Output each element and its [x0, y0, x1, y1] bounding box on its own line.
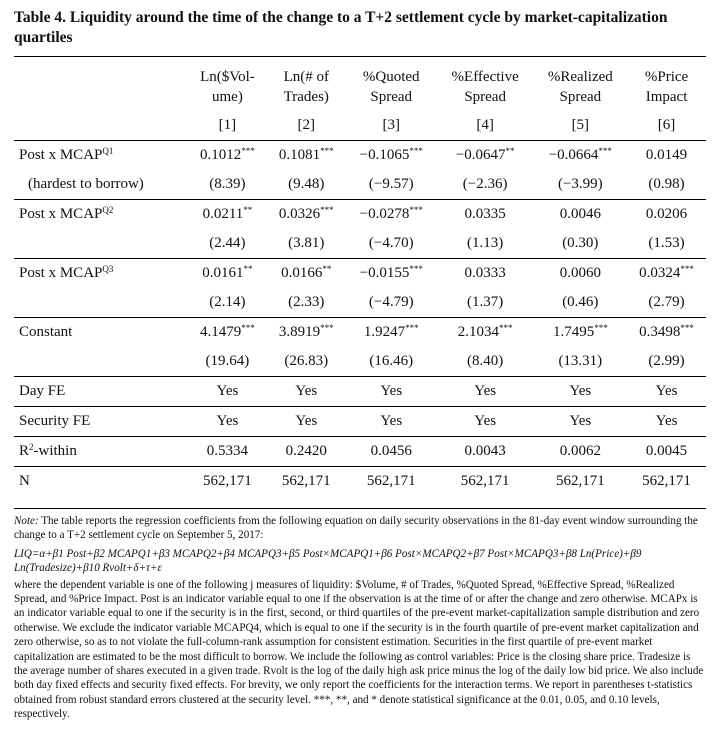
table-row — [14, 141, 706, 171]
significance-stars: *** — [598, 146, 612, 156]
coef-cell: 0.0333 — [437, 259, 534, 289]
coef-cell: 4.1479*** — [188, 318, 267, 348]
coef-cell: −0.0155*** — [346, 259, 437, 289]
value-cell: (−4.70) — [368, 235, 414, 251]
bottom-rule — [14, 508, 706, 509]
table-notes — [14, 514, 706, 722]
value-cell: (3.81) — [288, 235, 325, 251]
col-header-1: Ln($Vol- ume) — [200, 69, 255, 105]
value-cell: Yes — [267, 407, 346, 437]
table-row — [14, 318, 706, 348]
significance-stars: *** — [594, 323, 608, 333]
table-row — [14, 288, 706, 318]
table-row — [14, 377, 706, 407]
value-cell: (9.48) — [288, 176, 325, 192]
significance-stars: *** — [499, 323, 513, 333]
value-cell: 562,171 — [267, 467, 346, 497]
coef-cell: −0.0647** — [437, 141, 534, 171]
row-label: N — [14, 467, 188, 497]
significance-stars: *** — [241, 146, 255, 156]
value-cell: (8.40) — [467, 353, 504, 369]
column-number-row — [14, 111, 706, 141]
value-cell: 0.0456 — [346, 437, 437, 467]
value-cell: (1.13) — [467, 235, 504, 251]
value-cell: Yes — [188, 377, 267, 407]
col-number: [3] — [382, 117, 400, 133]
value-cell: Yes — [437, 377, 534, 407]
significance-stars: *** — [680, 323, 694, 333]
col-header-6: %Price Impact — [644, 69, 689, 105]
coef-cell: 0.1012*** — [188, 141, 267, 171]
value-cell: 562,171 — [534, 467, 628, 497]
coef-cell: −0.0278*** — [346, 200, 437, 230]
value-cell: 562,171 — [188, 467, 267, 497]
value-cell: Yes — [534, 407, 628, 437]
significance-stars: *** — [320, 205, 334, 215]
significance-stars: ** — [243, 264, 253, 274]
coef-cell: 0.0326*** — [267, 200, 346, 230]
value-cell: (1.37) — [467, 294, 504, 310]
value-cell: Yes — [627, 407, 706, 437]
table-row — [14, 200, 706, 230]
value-cell: (0.30) — [562, 235, 599, 251]
coef-cell: 0.1081*** — [267, 141, 346, 171]
table-row — [14, 467, 706, 497]
significance-stars: ** — [243, 205, 253, 215]
coef-cell: −0.0664*** — [534, 141, 628, 171]
table-row — [14, 259, 706, 289]
coef-cell: 0.0324*** — [627, 259, 706, 289]
coef-cell: 0.0149 — [627, 141, 706, 171]
value-cell: (2.44) — [209, 235, 246, 251]
col-number: [1] — [218, 117, 237, 133]
value-cell: (0.98) — [648, 176, 685, 192]
row-label: Post x $MCAP^{Q2}$ — [14, 200, 188, 230]
col-number: [5] — [571, 117, 590, 133]
notes-intro: Note: The table reports the regression coefficients from the following equation on daily security observations in the 81-day event window surrounding the change to a T+2 settlement cycle on September 5, 2017: — [14, 515, 698, 542]
coef-cell: 0.0335 — [437, 200, 534, 230]
value-cell: (2.99) — [648, 353, 685, 369]
table-row — [14, 229, 706, 259]
col-header-4: %Effective Spread — [451, 69, 519, 105]
col-number: [4] — [476, 117, 494, 133]
regression-table — [14, 60, 706, 496]
coef-cell: 0.0206 — [627, 200, 706, 230]
significance-stars: *** — [320, 323, 334, 333]
value-cell: (13.31) — [558, 353, 603, 369]
value-cell: 0.0043 — [437, 437, 534, 467]
value-cell: Yes — [627, 377, 706, 407]
value-cell: 562,171 — [346, 467, 437, 497]
col-header-5: %Realized Spread — [547, 69, 613, 105]
coef-cell: −0.1065*** — [346, 141, 437, 171]
coef-cell: 0.0161** — [188, 259, 267, 289]
row-label: (hardest to borrow) — [28, 176, 144, 192]
value-cell: (−2.36) — [462, 176, 508, 192]
col-header-2: Ln(# of Trades) — [283, 69, 329, 105]
value-cell: 0.0045 — [627, 437, 706, 467]
value-cell: (26.83) — [284, 353, 329, 369]
coef-cell: 0.0046 — [534, 200, 628, 230]
value-cell: Yes — [188, 407, 267, 437]
table-row — [14, 170, 706, 200]
value-cell: 0.5334 — [188, 437, 267, 467]
row-label: Security FE — [14, 407, 188, 437]
coef-cell: 2.1034*** — [437, 318, 534, 348]
table-row — [14, 407, 706, 437]
value-cell: (16.46) — [369, 353, 414, 369]
significance-stars: *** — [241, 323, 255, 333]
significance-stars: *** — [409, 205, 423, 215]
value-cell: (2.79) — [648, 294, 685, 310]
row-label: Constant — [14, 318, 188, 348]
value-cell: (8.39) — [209, 176, 246, 192]
coef-cell: 0.0211** — [188, 200, 267, 230]
stub-header — [14, 60, 188, 111]
significance-stars: ** — [505, 146, 515, 156]
coef-cell: 1.7495*** — [534, 318, 628, 348]
coef-cell: 0.0166** — [267, 259, 346, 289]
value-cell: (2.33) — [288, 294, 325, 310]
value-cell: (19.64) — [205, 353, 250, 369]
significance-stars: *** — [320, 146, 334, 156]
value-cell: (0.46) — [562, 294, 599, 310]
top-rule — [14, 56, 706, 57]
value-cell: Yes — [534, 377, 628, 407]
regression-equation: LIQ=α+β1 Post+β2 MCAPQ1+β3 MCAPQ2+β4 MCAPQ3+β5 Post×MCAPQ1+β6 Post×MCAPQ2+β7 Post×MCAPQ3+β8 Ln(Price)+β9 Ln(Tradesize)+β10 Rvolt+δ+τ+ε — [14, 547, 642, 575]
row-label: Post x $MCAP^{Q3}$ — [14, 259, 188, 289]
significance-stars: *** — [405, 323, 419, 333]
value-cell: (−3.99) — [557, 176, 603, 192]
significance-stars: ** — [322, 264, 332, 274]
significance-stars: *** — [409, 264, 423, 274]
value-cell: Yes — [267, 377, 346, 407]
row-label: Day FE — [14, 377, 188, 407]
value-cell: (−4.79) — [368, 294, 414, 310]
significance-stars: *** — [409, 146, 423, 156]
value-cell: (2.14) — [209, 294, 246, 310]
notes-body: where the dependent variable is one of the following j measures of liquidity: $Volume, # of Trades, %Quoted Spread, %Effective Spread, %Realized Spread, and %Price Impact. Post is an indicator variable equal to one if the observation is at the time of or after the change and zero otherwise. MCAPx is an indicator variable equal to one if the security is in the first, second, or third quartiles of the pre-event market-capitalization sample distribution and zero otherwise. We exclude the indicator variable MCAPQ4, which is equal to one if the security is in the fourth quartile of pre-event market capitalization and zero otherwise, so as to not violate the full-column-rank assumption for consistent estimation. Securities in the first quartile of pre-event market capitalization are estimated to be the most difficult to borrow. We include the following as control variables: Price is the closing share price. Tradesize is the average number of shares executed in a given trade. Rvolt is the log of the daily high ask price minus the log of the daily low bid price. We also include both day fixed effects and security fixed effects. For brevity, we only report the coefficients for the interaction terms. We report in parentheses t-statistics obtained from robust standard errors clustered at the security level. ***, **, and * denote statistical significance at the 0.01, 0.05, and 0.10 levels, respectively. — [14, 578, 704, 721]
col-header-3: %Quoted Spread — [362, 69, 420, 105]
value-cell: 0.0062 — [534, 437, 628, 467]
coef-cell: 0.3498*** — [627, 318, 706, 348]
value-cell: (−9.57) — [368, 176, 414, 192]
table-row — [14, 347, 706, 377]
row-label: Post x $MCAP^{Q1}$ — [14, 141, 188, 171]
coef-cell: 0.0060 — [534, 259, 628, 289]
value-cell: Yes — [346, 377, 437, 407]
coef-cell: 3.8919*** — [267, 318, 346, 348]
coef-cell: 1.9247*** — [346, 318, 437, 348]
value-cell: Yes — [437, 407, 534, 437]
table-row — [14, 437, 706, 467]
significance-stars: *** — [680, 264, 694, 274]
row-label: $R^2$-within — [14, 437, 188, 467]
table-title: Table 4. Liquidity around the time of the change to a T+2 settlement cycle by market-capitalization quartiles — [14, 9, 668, 46]
col-number: [2] — [297, 117, 316, 133]
col-number: [6] — [657, 117, 676, 133]
value-cell: Yes — [346, 407, 437, 437]
value-cell: 562,171 — [437, 467, 534, 497]
value-cell: 562,171 — [627, 467, 706, 497]
value-cell: (1.53) — [648, 235, 685, 251]
value-cell: 0.2420 — [267, 437, 346, 467]
